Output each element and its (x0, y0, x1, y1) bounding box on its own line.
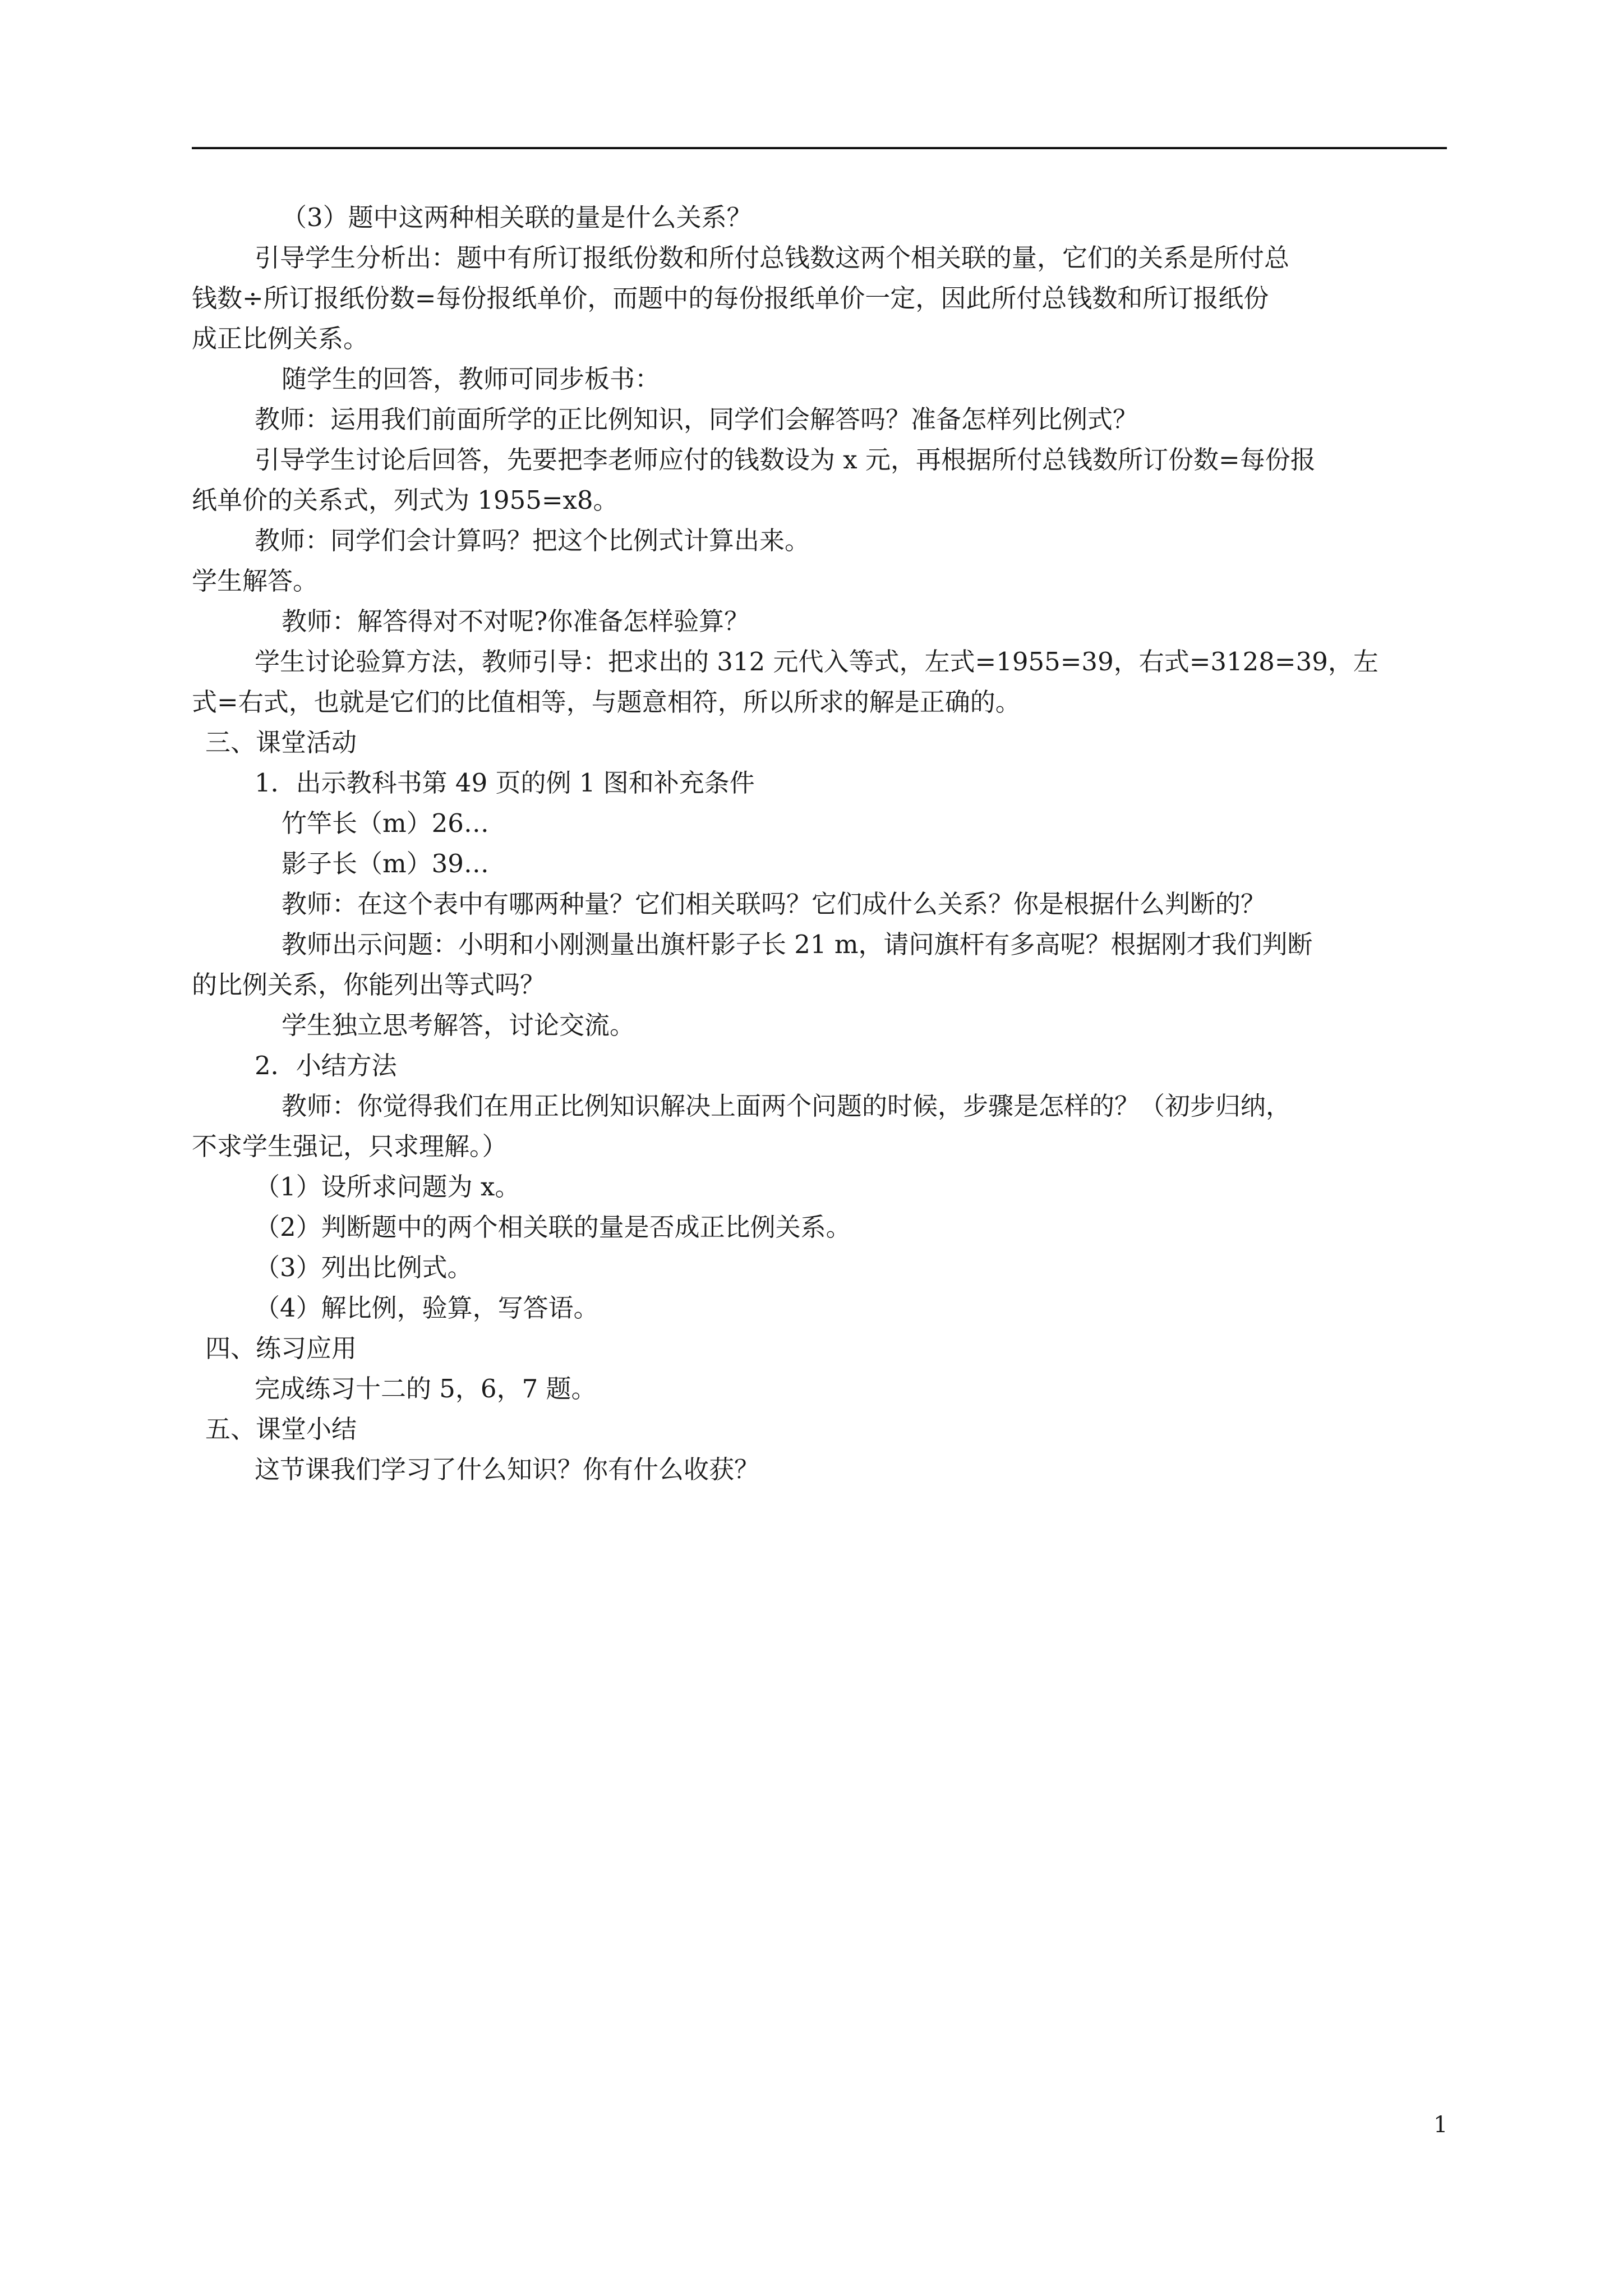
text-line: 随学生的回答，教师可同步板书： (282, 364, 661, 394)
text-line: 影子长（m）39… (282, 849, 489, 878)
text-line: 学生讨论验算方法，教师引导：把求出的 312 元代入等式，左式=1955=39，右式=3128=39，左 (255, 647, 1378, 677)
section-heading: 五、课堂小结 (205, 1414, 357, 1444)
text-line: 教师：同学们会计算吗？把这个比例式计算出来。 (255, 526, 810, 555)
text-line: 的比例关系，你能列出等式吗？ (192, 970, 546, 1000)
text-line: 教师：你觉得我们在用正比例知识解决上面两个问题的时候，步骤是怎样的？（初步归纳， (282, 1091, 1292, 1121)
text-line: 2．小结方法 (255, 1051, 397, 1080)
text-line: （4）解比例，验算，写答语。 (255, 1293, 599, 1323)
text-line: 教师：运用我们前面所学的正比例知识，同学们会解答吗？准备怎样列比例式？ (255, 404, 1138, 434)
document-body (192, 197, 1447, 1490)
text-line: （3）列出比例式。 (255, 1253, 473, 1282)
text-line: 学生独立思考解答，讨论交流。 (282, 1010, 635, 1040)
text-line: 学生解答。 (192, 566, 319, 596)
text-line: （1）设所求问题为 x。 (255, 1172, 520, 1202)
text-line: （2）判断题中的两个相关联的量是否成正比例关系。 (255, 1212, 851, 1242)
text-line: （3）题中这两种相关联的量是什么关系？ (282, 203, 752, 232)
text-line: 钱数÷所订报纸份数=每份报纸单价，而题中的每份报纸单价一定，因此所付总钱数和所订报纸份 (192, 283, 1269, 313)
text-line: 教师：解答得对不对呢?你准备怎样验算？ (282, 606, 750, 636)
section-heading: 四、练习应用 (205, 1333, 357, 1363)
text-line: 引导学生讨论后回答，先要把李老师应付的钱数设为 x 元，再根据所付总钱数所订份数=每份报 (255, 445, 1316, 475)
section-heading: 三、课堂活动 (205, 728, 357, 757)
text-line: 引导学生分析出：题中有所订报纸份数和所付总钱数这两个相关联的量，它们的关系是所付总 (255, 243, 1290, 273)
text-line: 教师出示问题：小明和小刚测量出旗杆影子长 21 m，请问旗杆有多高呢？根据刚才我们判断 (282, 930, 1313, 959)
text-line: 完成练习十二的 5，6，7 题。 (255, 1374, 597, 1404)
header-rule (192, 147, 1447, 149)
page-number: 1 (1433, 2112, 1448, 2138)
text-line: 1．出示教科书第 49 页的例 1 图和补充条件 (255, 768, 755, 798)
text-line: 成正比例关系。 (192, 324, 369, 353)
text-line: 式=右式，也就是它们的比值相等，与题意相符，所以所求的解是正确的。 (192, 687, 1021, 717)
text-line: 纸单价的关系式，列式为 1955=x8。 (192, 485, 619, 515)
text-line: 这节课我们学习了什么知识？你有什么收获？ (255, 1455, 760, 1484)
text-line: 竹竿长（m）26… (282, 808, 489, 838)
text-line: 不求学生强记，只求理解。） (192, 1131, 508, 1161)
text-line: 教师：在这个表中有哪两种量？它们相关联吗？它们成什么关系？你是根据什么判断的？ (282, 889, 1266, 919)
